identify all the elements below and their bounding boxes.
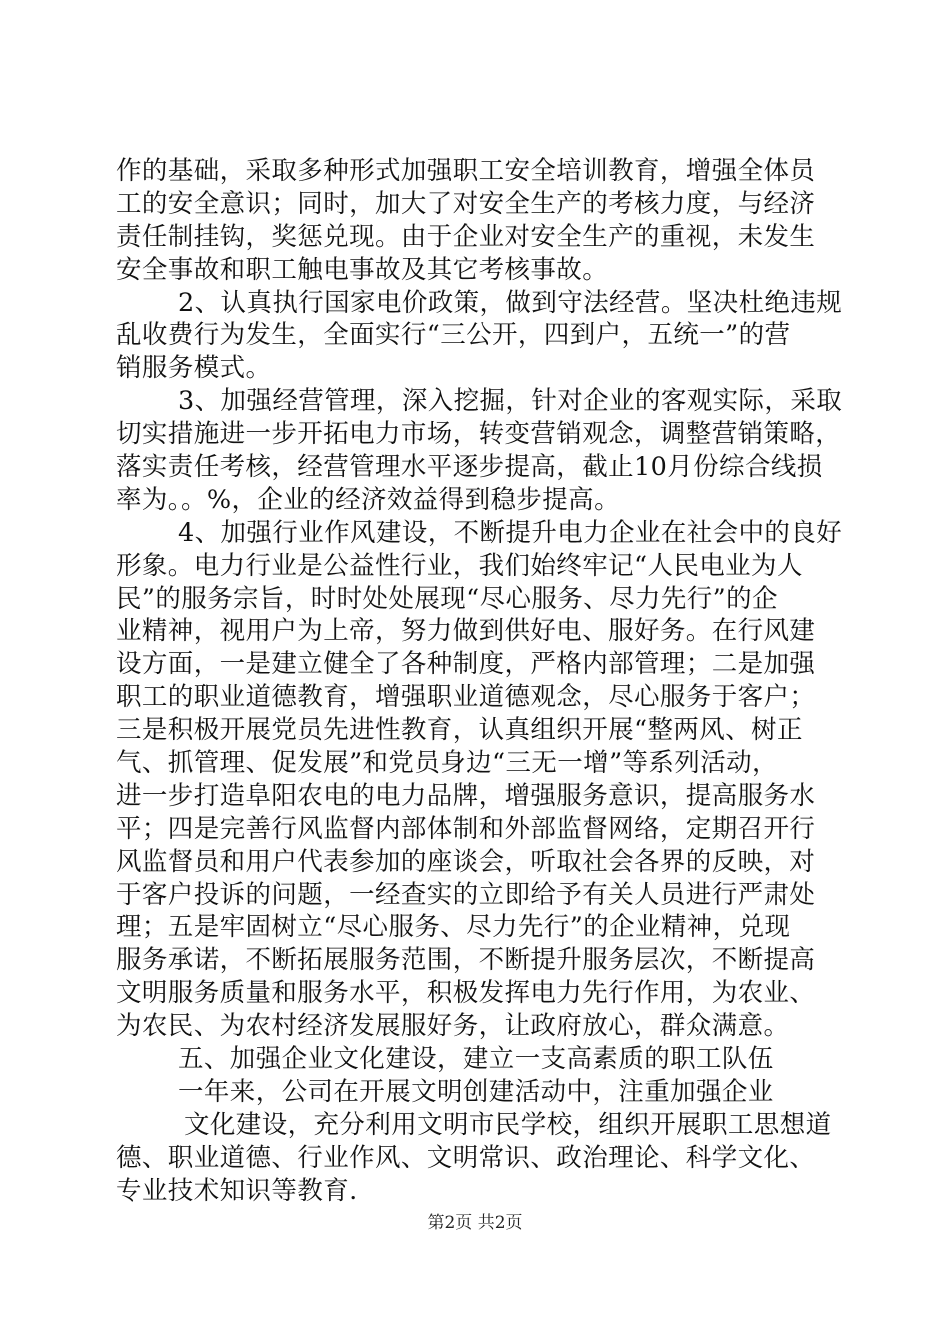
body-line: 职工的职业道德教育，增强职业道德观念，尽心服务于客户；	[116, 682, 816, 713]
body-line: 责任制挂钩，奖惩兑现。由于企业对安全生产的重视，未发生	[116, 221, 816, 252]
body-line: 服务承诺，不断拓展服务范围，不断提升服务层次，不断提高	[116, 945, 816, 976]
paragraph-first-line: 一年来，公司在开展文明创建活动中，注重加强企业	[178, 1076, 774, 1107]
paragraph-first-line: 4、加强行业作风建设，不断提升电力企业在社会中的良好	[178, 517, 843, 548]
body-line: 乱收费行为发生，全面实行“三公开，四到户，五统一”的营	[116, 320, 791, 351]
body-line: 销服务模式。	[116, 353, 272, 384]
body-line: 专业技术知识等教育.	[116, 1175, 358, 1206]
body-line: 气、抓管理、促发展”和党员身边“三无一增”等系列活动，	[116, 748, 778, 779]
body-line: 工的安全意识；同时，加大了对安全生产的考核力度，与经济	[116, 188, 816, 219]
body-line: 业精神，视用户为上帝，努力做到供好电、服好务。在行风建	[116, 616, 816, 647]
body-line: 安全事故和职工触电事故及其它考核事故。	[116, 254, 609, 285]
paragraph-first-line: 2、认真执行国家电价政策，做到守法经营。坚决杜绝违规	[178, 287, 843, 318]
body-line: 为农民、为农村经济发展服好务，让政府放心，群众满意。	[116, 1011, 790, 1042]
body-line: 率为。。%，企业的经济效益得到稳步提高。	[116, 484, 620, 515]
body-line: 德、职业道德、行业作风、文明常识、政治理论、科学文化、	[116, 1142, 816, 1173]
body-line: 理；五是牢固树立“尽心服务、尽力先行”的企业精神，兑现	[116, 912, 791, 943]
body-line: 进一步打造阜阳农电的电力品牌，增强服务意识，提高服务水	[116, 780, 816, 811]
body-line: 设方面，一是建立健全了各种制度，严格内部管理；二是加强	[116, 649, 816, 680]
body-line: 作的基础，采取多种形式加强职工安全培训教育，增强全体员	[116, 156, 816, 186]
body-line: 风监督员和用户代表参加的座谈会，听取社会各界的反映，对	[116, 846, 816, 877]
document-body	[116, 155, 843, 1208]
body-line: 民”的服务宗旨，时时处处展现“尽心服务、尽力先行”的企	[116, 583, 778, 614]
body-line: 文化建设，充分利用文明市民学校，组织开展职工思想道	[184, 1109, 832, 1140]
body-line: 文明服务质量和服务水平，积极发挥电力先行作用，为农业、	[116, 978, 816, 1009]
body-line: 平；四是完善行风监督内部体制和外部监督网络，定期召开行	[116, 813, 816, 844]
body-line: 落实责任考核，经营管理水平逐步提高，截止10月份综合线损	[116, 452, 823, 483]
body-line: 于客户投诉的问题，一经查实的立即给予有关人员进行严肃处	[116, 879, 816, 910]
section-heading: 五、加强企业文化建设，建立一支高素质的职工队伍	[178, 1044, 774, 1075]
body-line: 三是积极开展党员先进性教育，认真组织开展“整两风、树正	[116, 715, 803, 746]
body-line: 切实措施进一步开拓电力市场，转变营销观念，调整营销策略，	[116, 419, 842, 450]
paragraph-first-line: 3、加强经营管理，深入挖掘，针对企业的客观实际，采取	[178, 386, 843, 417]
body-line: 形象。电力行业是公益性行业，我们始终牢记“人民电业为人	[116, 550, 803, 581]
page-number-footer: 第2页 共2页	[427, 1213, 523, 1233]
